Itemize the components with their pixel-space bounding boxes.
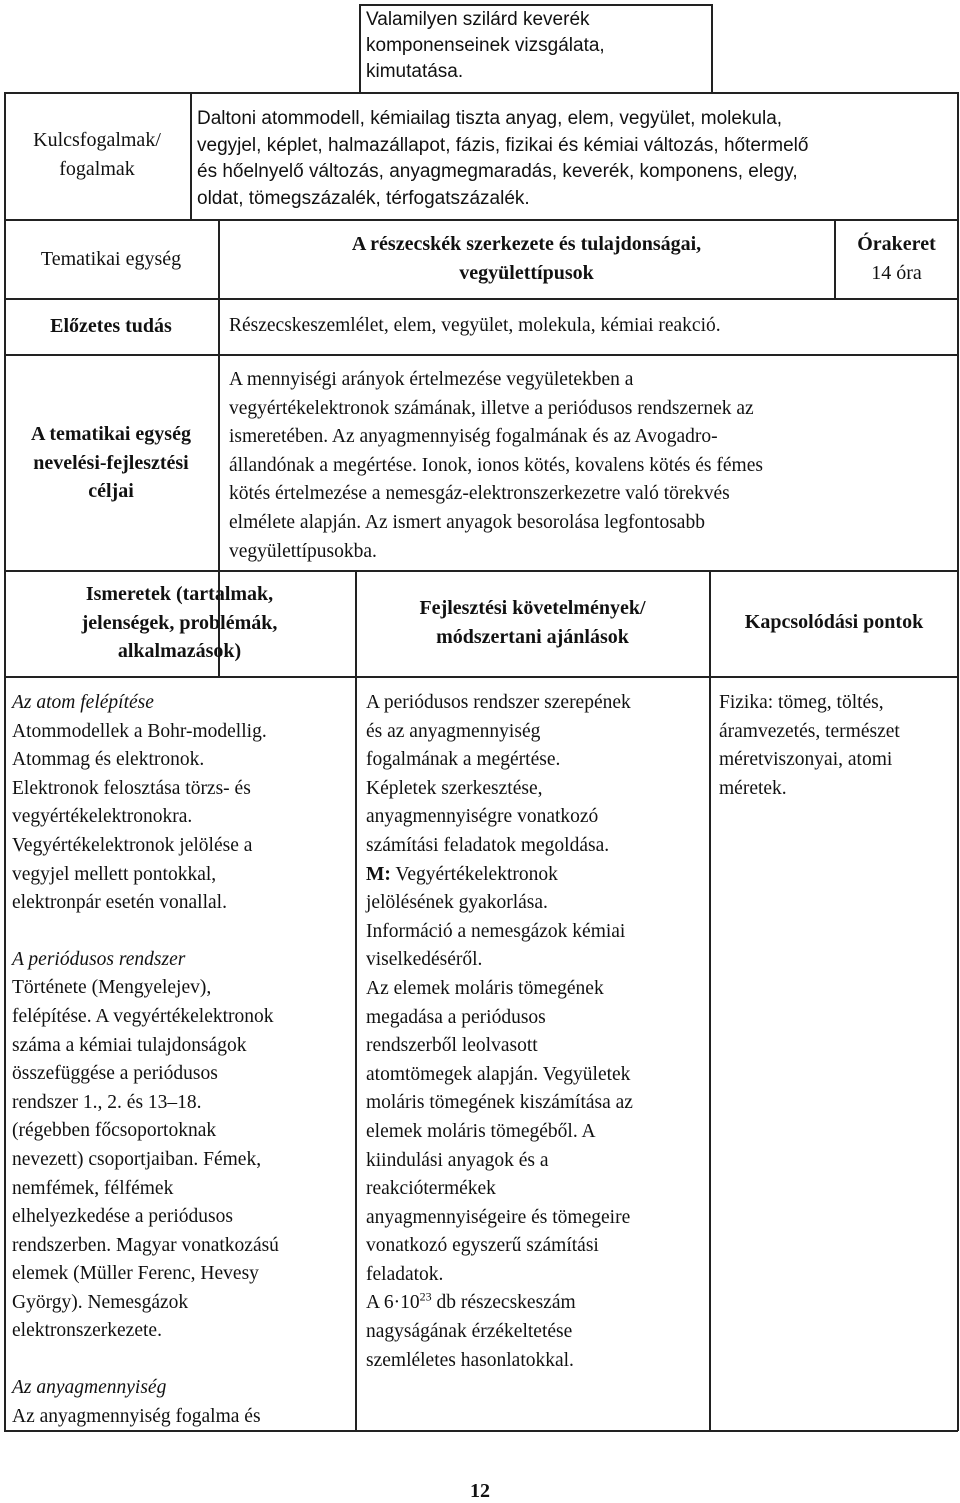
knowledge-line: száma a kémiai tulajdonságok [12, 1034, 247, 1056]
knowledge-line: elektronpár esetén vonallal. [12, 892, 227, 914]
header-requirements-line: módszertani ajánlások [436, 625, 629, 648]
goals-line: ismeretében. Az anyagmennyiség fogalmának és az Avogadro- [229, 426, 718, 448]
knowledge-line: elhelyezkedése a periódusos [12, 1206, 233, 1228]
knowledge-line: elemek (Müller Ferenc, Hevesy [12, 1263, 259, 1285]
key-concepts-line: oldat, tömegszázalék, térfogatszázalék. [197, 187, 530, 209]
method-text: Vegyértékelektronok [390, 863, 558, 885]
knowledge-line: Atommag és elektronok. [12, 749, 205, 771]
goals-line: kötés értelmezése a nemesgáz-elektronszerkezetre való törekvés [229, 483, 730, 505]
header-connections: Kapcsolódási pontok [744, 611, 924, 633]
requirements-line: rendszerből leolvasott [366, 1035, 538, 1057]
border-table-top [4, 92, 958, 94]
goals-label-line: nevelési-fejlesztési [33, 451, 189, 474]
hours-value: 14 óra [871, 261, 922, 284]
header-knowledge-line: Ismeretek (tartalmak, [85, 583, 274, 605]
unit-title [219, 230, 834, 287]
avogadro-suffix: db részecskeszám [431, 1292, 576, 1314]
requirements-line: anyagmennyiségeire és tömegeire [366, 1206, 631, 1228]
knowledge-line: összefüggése a periódusos [12, 1063, 218, 1085]
method-prefix: M: [366, 863, 391, 885]
goals-label [4, 420, 218, 506]
header-knowledge-line: alkalmazások) [117, 640, 242, 663]
requirements-line: és az anyagmennyiség [366, 720, 541, 742]
top-row-line: kimutatása. [366, 61, 464, 82]
knowledge-line: elektronszerkezete. [12, 1320, 162, 1342]
unit-title-line: A részecskék szerkezete és tulajdonságai, [351, 233, 702, 255]
goals-line: elmélete alapján. Az ismert anyagok besorolása legfontosabb [229, 511, 705, 533]
key-concepts-label [4, 126, 190, 183]
connections-line: méretek. [719, 777, 787, 799]
connections-line: Fizika: tömeg, töltés, [719, 692, 884, 713]
requirements-line: kiindulási anyagok és a [366, 1149, 549, 1171]
section-title-atom: Az atom felépítése [12, 692, 154, 713]
border-row-4 [4, 570, 958, 572]
key-concepts-line: vegyjel, képlet, halmazállapot, fázis, fizikai és kémiai változás, hőtermelő [197, 134, 809, 156]
border-col-b [709, 570, 711, 1431]
knowledge-line: rendszer 1., 2. és 13–18. [12, 1091, 202, 1113]
goals-line: vegyértékelektronok számának, illetve a periódusos rendszernek az [229, 397, 754, 419]
knowledge-line: nevezett) csoportjaiban. Fémek, [12, 1148, 262, 1170]
header-knowledge-line: jelenségek, problémák, [81, 611, 278, 634]
knowledge-line: Története (Mengyelejev), [12, 977, 212, 999]
header-knowledge [4, 580, 355, 666]
border-top-row-left [359, 4, 361, 92]
unit-label: Tematikai egység [40, 248, 182, 270]
top-row-line: komponenseinek vizsgálata, [366, 35, 605, 56]
knowledge-line: Az anyagmennyiség fogalma és [12, 1405, 261, 1427]
knowledge-line: felépítése. A vegyértékelektronok [12, 1005, 274, 1027]
requirements-line: elemek moláris tömegéből. A [366, 1120, 596, 1142]
requirements-line: számítási feladatok megoldása. [366, 834, 610, 856]
requirements-line: atomtömegek alapján. Vegyületek [366, 1063, 631, 1085]
requirements-method-line [366, 861, 706, 890]
goals-label-line: A tematikai egység [31, 423, 191, 445]
requirements-line: Információ a nemesgázok kémiai [366, 920, 626, 942]
avogadro-line [366, 1289, 706, 1318]
goals-line: vegyülettípusokba. [229, 540, 377, 562]
border-row-3 [4, 354, 958, 356]
requirements-line: Képletek szerkesztése, [366, 777, 543, 799]
requirements-line: Az elemek moláris tömegének [366, 977, 604, 999]
knowledge-line: rendszerben. Magyar vonatkozású [12, 1234, 279, 1256]
knowledge-line: György). Nemesgázok [12, 1291, 189, 1313]
section-gap [12, 918, 352, 946]
border-table-right [957, 92, 959, 1431]
key-concepts-label-line: Kulcsfogalmak/ [33, 129, 161, 151]
hours-box [836, 230, 957, 287]
requirements-line: vonatkozó egyszerű számítási [366, 1235, 599, 1257]
goals-line: A mennyiségi arányok értelmezése vegyületekben a [229, 369, 634, 390]
knowledge-line: Vegyértékelektronok jelölése a [12, 834, 253, 856]
requirements-line: A periódusos rendszer szerepének [366, 692, 631, 713]
header-requirements [356, 594, 709, 651]
goals-label-line: céljai [88, 480, 134, 503]
requirements-line: moláris tömegének kiszámítása az [366, 1092, 633, 1114]
avogadro-exponent: 23 [419, 1289, 432, 1304]
top-row-line: Valamilyen szilárd keverék [366, 9, 590, 30]
requirements-line: nagyságának érzékeltetése [366, 1321, 573, 1343]
header-requirements-line: Fejlesztési követelmények/ [419, 597, 646, 619]
key-concepts-text [197, 106, 955, 212]
knowledge-line: Elektronok felosztása törzs- és [12, 777, 251, 799]
hours-label: Órakeret [857, 233, 936, 255]
border-col-a [355, 570, 357, 1431]
border-row-1 [4, 219, 958, 221]
connections-line: áramvezetés, természet [719, 720, 900, 742]
page-number: 12 [470, 1480, 490, 1502]
requirements-line: reakciótermékek [366, 1178, 496, 1200]
knowledge-line: (régebben főcsoportoknak [12, 1120, 217, 1142]
border-row-2 [4, 298, 958, 300]
key-concepts-line: Daltoni atommodell, kémiailag tiszta anyag, elem, vegyület, molekula, [197, 108, 783, 129]
section-title-periodic: A periódusos rendszer [12, 948, 186, 970]
knowledge-column [12, 689, 352, 1431]
border-table-left [4, 92, 6, 1431]
top-row-text [366, 7, 706, 85]
border-top-row [359, 4, 712, 6]
requirements-line: megadása a periódusos [366, 1006, 546, 1028]
section-gap [12, 1346, 352, 1374]
requirements-line: feladatok. [366, 1263, 444, 1285]
section-title-amount: Az anyagmennyiség [12, 1377, 167, 1399]
requirements-line: viselkedéséről. [366, 949, 483, 971]
prior-knowledge-label: Előzetes tudás [50, 315, 172, 337]
knowledge-line: nemfémek, félfémek [12, 1177, 174, 1199]
requirements-line: szemléletes hasonlatokkal. [366, 1349, 574, 1371]
requirements-line: anyagmennyiségre vonatkozó [366, 806, 599, 828]
requirements-column [366, 689, 706, 1375]
border-top-row-right [711, 4, 713, 92]
unit-title-line: vegyülettípusok [459, 261, 594, 284]
key-concepts-label-line: fogalmak [59, 157, 135, 180]
knowledge-line: Atommodellek a Bohr-modellig. [12, 720, 267, 742]
goals-line: állandónak a megértése. Ionok, ionos kötés, kovalens kötés és fémes [229, 454, 763, 476]
border-row-5 [4, 676, 958, 678]
connections-column [719, 689, 955, 803]
requirements-line: fogalmának a megértése. [366, 749, 561, 771]
avogadro-prefix: A 6·10 [366, 1292, 420, 1314]
connections-line: méretviszonyai, atomi [719, 749, 893, 771]
goals-text [229, 366, 954, 566]
prior-knowledge-text: Részecskeszemlélet, elem, vegyület, molekula, kémiai reakció. [229, 315, 721, 336]
border-label-col-1 [190, 92, 192, 220]
knowledge-line: vegyértékelektronokra. [12, 806, 193, 828]
requirements-line: jelölésének gyakorlása. [366, 892, 548, 914]
key-concepts-line: és hőelnyelő változás, anyagmegmaradás, keverék, komponens, elegy, [197, 161, 798, 182]
knowledge-line: vegyjel mellett pontokkal, [12, 863, 217, 885]
